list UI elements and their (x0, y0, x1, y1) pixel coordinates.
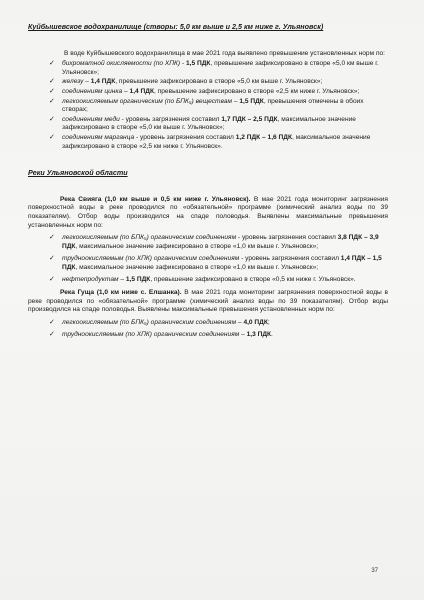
item-value: 1,4 ПДК (129, 87, 154, 95)
item-detail: , максимальное значение зафиксировано в створе «5,0 км выше г. Ульяновск»; (62, 115, 356, 132)
item-value: 1,4 ПДК – 1,5 ПДК (62, 255, 382, 271)
item-text: – (118, 276, 126, 284)
item-value: 1,3 ПДК (246, 331, 272, 339)
item-value: 1,5 ПДК (186, 60, 211, 68)
reservoir-heading: Куйбышевское водохранилище (створы: 5,0 км выше и 2,5 км ниже г. Ульяновск) (28, 22, 324, 31)
item-emphasis: легкоокисляемым (по БПК₅) органическим соединениям (62, 318, 237, 326)
item-detail: , максимальное значение зафиксировано в створе «1,0 км выше г. Ульяновск»; (75, 263, 319, 271)
item-detail: , превышение зафиксировано в створе «0,5 км ниже г. Ульяновск». (150, 276, 356, 284)
check-mark-icon: ✓ (49, 255, 55, 263)
item-value: 1,5 ПДК (239, 97, 264, 105)
item-emphasis: легкоокисляемым органическим (по БПК₅) веществам (62, 97, 233, 105)
page-number: 37 (371, 568, 378, 574)
item-text: – (236, 318, 244, 326)
item-detail: , превышение зафиксировано в створе «2,5 км ниже г. Ульяновск»; (154, 87, 360, 95)
check-mark-icon: ✓ (49, 234, 55, 242)
check-mark-icon: ✓ (49, 318, 55, 326)
list-item (49, 234, 388, 251)
item-emphasis: трудноокисляемым (по ХПК) органическим соединениям (62, 255, 240, 263)
check-mark-icon: ✓ (49, 87, 55, 95)
check-mark-icon: ✓ (49, 133, 55, 141)
item-value: 1,5 ПДК (125, 276, 151, 284)
check-mark-icon: ✓ (49, 331, 55, 339)
item-emphasis: железу (62, 78, 84, 86)
item-value: 1,2 ПДК – 1,6 ПДК (235, 133, 292, 141)
item-value: 3,8 ПДК – 3,9 ПДК (62, 234, 379, 250)
item-detail: , превышения отмечены в обоих створах; (62, 97, 364, 114)
sviyaga-title: Река Свияга (1,0 км выше и 0,5 км ниже г. Ульяновск). (60, 195, 251, 203)
check-mark-icon: ✓ (49, 60, 55, 68)
item-text: – (83, 78, 91, 86)
sviyaga-list (28, 234, 388, 285)
list-item (49, 97, 388, 115)
page-content (28, 23, 388, 344)
reservoir-intro: В воде Куйбышевского водохранилища в мае 2021 года выявлено превышение установленных норм по: (64, 49, 386, 57)
list-item (49, 133, 388, 151)
item-emphasis: трудноокисляемым (по ХПК) органическим соединениям (62, 331, 240, 339)
item-detail: ; (267, 318, 270, 326)
sviyaga-paragraph (28, 196, 388, 230)
sviyaga-text: В мае 2021 года мониторинг загрязнения поверхностной воды в реке проводился по «обязательной» программе (химический анализ воды по 39 показателям). Отбор воды производился на спаде половодья. Выявлены максимальные превышения установленных норм по: (28, 195, 388, 229)
list-item (49, 115, 388, 133)
list-item (49, 318, 388, 328)
check-mark-icon: ✓ (49, 276, 55, 284)
item-emphasis: нефтепродуктам (62, 276, 119, 284)
item-text: - уровень загрязнения составил (119, 115, 222, 123)
check-mark-icon: ✓ (49, 97, 55, 105)
gusha-list (28, 319, 388, 340)
item-text: - уровень загрязнения составил (236, 234, 338, 242)
reservoir-list (28, 60, 388, 151)
item-detail: , превышение зафиксировано в створе «5,0 км выше г. Ульяновск»; (62, 60, 379, 76)
item-detail: , максимальное значение зафиксировано в створе «1,0 км выше г. Ульяновск»; (75, 242, 319, 250)
item-text: - уровень загрязнения составил (239, 255, 341, 263)
gusha-text: В мае 2021 года мониторинг загрязнения поверхностной воды в реке проводился по «обязательной» программе (химический анализ воды по 39 показателям). Отбор воды производился на спаде половодья. Выявлены максимальные превышения установленных норм по: (28, 289, 388, 314)
item-detail: , превышение зафиксировано в створе «5,0 км выше г. Ульяновск»; (115, 78, 323, 86)
item-emphasis: бихроматной окисляемости (по ХПК) (62, 60, 181, 68)
item-value: 4,0 ПДК (243, 318, 268, 326)
item-value: 1,7 ПДК – 2,5 ПДК (221, 115, 278, 123)
list-item (49, 331, 388, 340)
item-emphasis: легкоокисляемым (по БПК₅) органическим соединениям (62, 234, 237, 242)
list-item (49, 255, 388, 272)
item-text: – (232, 97, 240, 105)
item-text: – (122, 87, 130, 95)
item-value: 1,4 ПДК (90, 78, 116, 86)
item-detail: , максимальное значение зафиксировано в створе «2,5 км ниже г. Ульяновск». (62, 133, 371, 150)
gusha-paragraph (28, 289, 388, 315)
rivers-heading: Реки Ульяновской области (28, 168, 128, 178)
item-text: - уровень загрязнения составил (134, 133, 236, 141)
item-text: – (239, 331, 247, 339)
check-mark-icon: ✓ (49, 78, 55, 86)
item-emphasis: соединениям марганца (62, 133, 135, 141)
item-emphasis: соединениям цинка (62, 87, 123, 95)
list-item (49, 276, 388, 285)
gusha-title: Река Гуща (1,0 км ниже с. Елшанка). (60, 289, 182, 297)
list-item (49, 78, 388, 87)
list-item (49, 60, 388, 77)
check-mark-icon: ✓ (49, 115, 55, 123)
item-text: - (180, 60, 186, 68)
item-detail: . (271, 331, 273, 339)
item-emphasis: соединениям меди (62, 115, 120, 123)
list-item (49, 87, 388, 97)
